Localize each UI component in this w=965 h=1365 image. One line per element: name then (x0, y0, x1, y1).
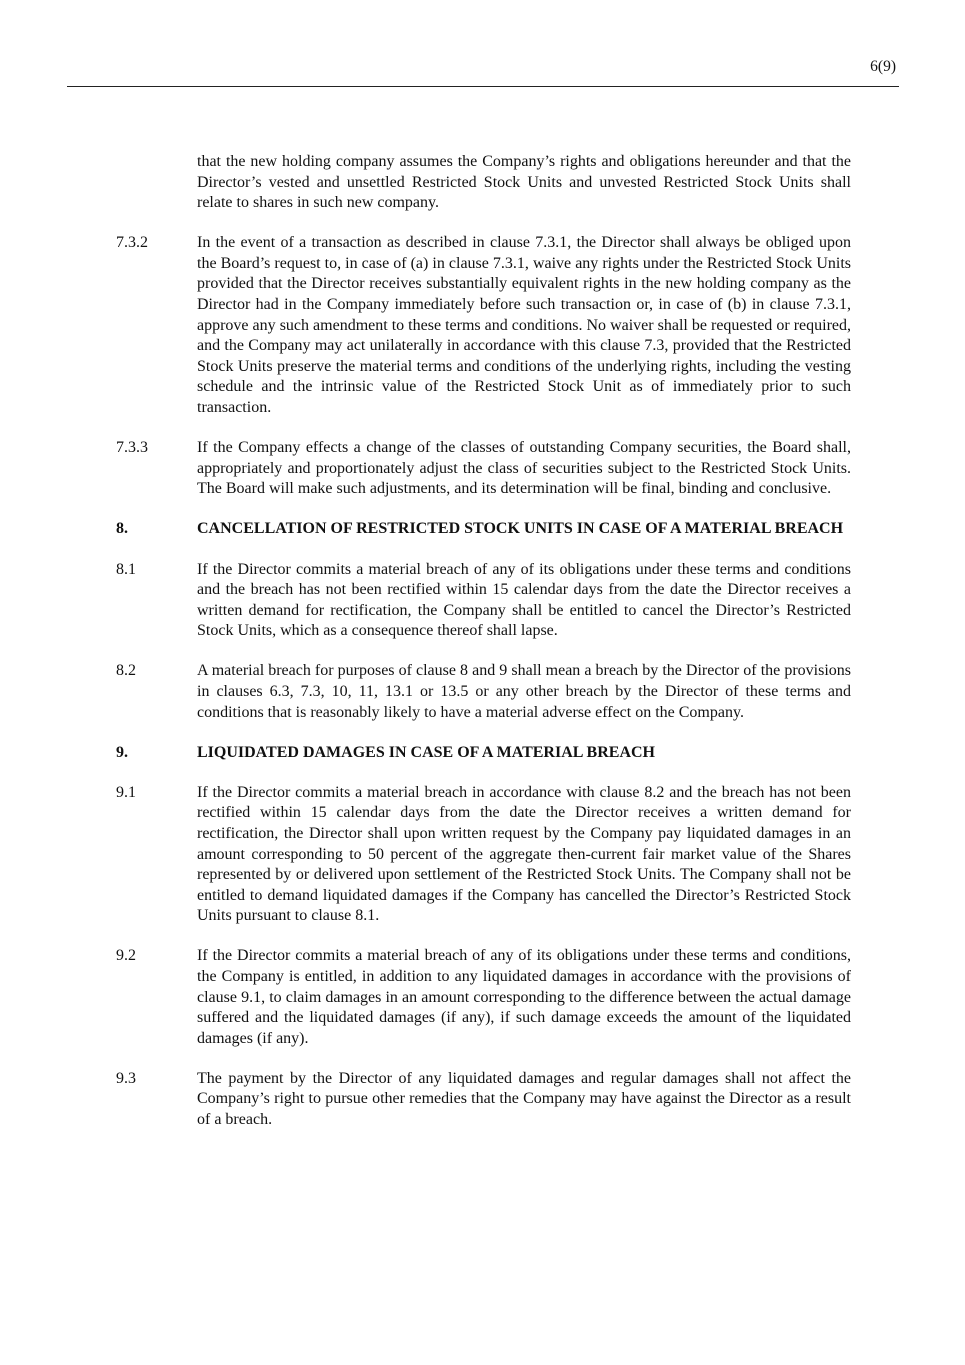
document-body (116, 152, 851, 1150)
section-number: 8. (116, 520, 128, 538)
clause-7-3-2 (116, 233, 851, 418)
clause-text: If the Director commits a material breach of any of its obligations under these terms and conditions and the breach has not been rectified within 15 calendar days from the date the Director receives a written demand for rectification, the Company shall be entitled to cancel the Director’s Restricted Stock Units, which as a consequence thereof shall lapse. (197, 560, 851, 640)
section-number: 9. (116, 743, 128, 761)
clause-number: 9.2 (116, 947, 136, 965)
clause-text: The payment by the Director of any liquidated damages and regular damages shall not affect the Company’s right to pursue other remedies that the Company may have against the Director as a result of a breach. (197, 1069, 851, 1129)
clause-number: 7.3.3 (116, 439, 148, 457)
clause-text: that the new holding company assumes the Company’s rights and obligations hereunder and that the Director’s vested and unsettled Restricted Stock Units and unvested Restricted Stock Units shall relate to shares in such new company. (197, 153, 851, 212)
clause-number: 9.1 (116, 783, 136, 801)
clause-8-2 (116, 661, 851, 723)
section-title: CANCELLATION OF RESTRICTED STOCK UNITS IN CASE OF A MATERIAL BREACH (197, 520, 844, 538)
clause-number: 8.2 (116, 662, 136, 680)
clause-text: In the event of a transaction as described in clause 7.3.1, the Director shall always be obliged upon the Board’s request to, in case of (a) in clause 7.3.1, waive any rights under the Restricted Stock Units provided that the Director receives substantially equivalent rights in the new holding company as the Director had in the Company immediately before such transaction or, in case of (b) in clause 7.3.1, approve any such amendment to these terms and conditions. No waiver shall be requested or required, and the Company may act unilaterally in accordance with this clause 7.3, provided that the Restricted Stock Units preserve the material terms and conditions of the underlying rights, including the vesting schedule and the intrinsic value of the Restricted Stock Unit as of immediately prior to such transaction. (197, 234, 851, 417)
clause-number: 8.1 (116, 560, 136, 578)
header-rule (67, 86, 899, 87)
section-heading-8 (116, 519, 851, 540)
clause-text: If the Director commits a material breach in accordance with clause 8.2 and the breach has not been rectified within 15 calendar days from the date the Director receives a written demand for rectification, the Director shall upon written request by the Company pay liquidated damages in an amount corresponding to 50 percent of the aggregate then-current fair market value of the Shares represented by or delivered upon settlement of the Restricted Stock Units. The Company shall not be entitled to demand liquidated damages if the Company has cancelled the Director’s Restricted Stock Units pursuant to clause 8.1. (197, 783, 851, 925)
clause-text: If the Director commits a material breach of any of its obligations under these terms and conditions, the Company is entitled, in addition to any liquidated damages in accordance with the provisions of clause 9.1, to claim damages in an amount corresponding to the difference between the actual damage suffered and the liquidated damages (if any), if such damage exceeds the amount of the liquidated damages (if any). (197, 947, 851, 1047)
clause-9-3 (116, 1069, 851, 1131)
clause-7-3-3 (116, 438, 851, 500)
clause-text: A material breach for purposes of clause 8 and 9 shall mean a breach by the Director of the provisions in clauses 6.3, 7.3, 10, 11, 13.1 or 13.5 or any other breach by the Director of these terms and conditions that is reasonably likely to have a material adverse effect on the Company. (197, 662, 851, 721)
section-title: LIQUIDATED DAMAGES IN CASE OF A MATERIAL BREACH (197, 743, 655, 761)
clause-9-1 (116, 783, 851, 927)
clause-number: 7.3.2 (116, 234, 148, 252)
clause-number: 9.3 (116, 1069, 136, 1087)
clause-number (116, 152, 197, 214)
page-number: 6(9) (870, 58, 896, 75)
paragraph-continuation (116, 152, 851, 214)
clause-8-1 (116, 560, 851, 642)
section-heading-9 (116, 743, 851, 764)
clause-text: If the Company effects a change of the classes of outstanding Company securities, the Board shall, appropriately and proportionately adjust the class of securities subject to the Restricted Stock Units. The Board will make such adjustments, and its determination will be final, binding and conclusive. (197, 439, 851, 498)
clause-9-2 (116, 946, 851, 1049)
